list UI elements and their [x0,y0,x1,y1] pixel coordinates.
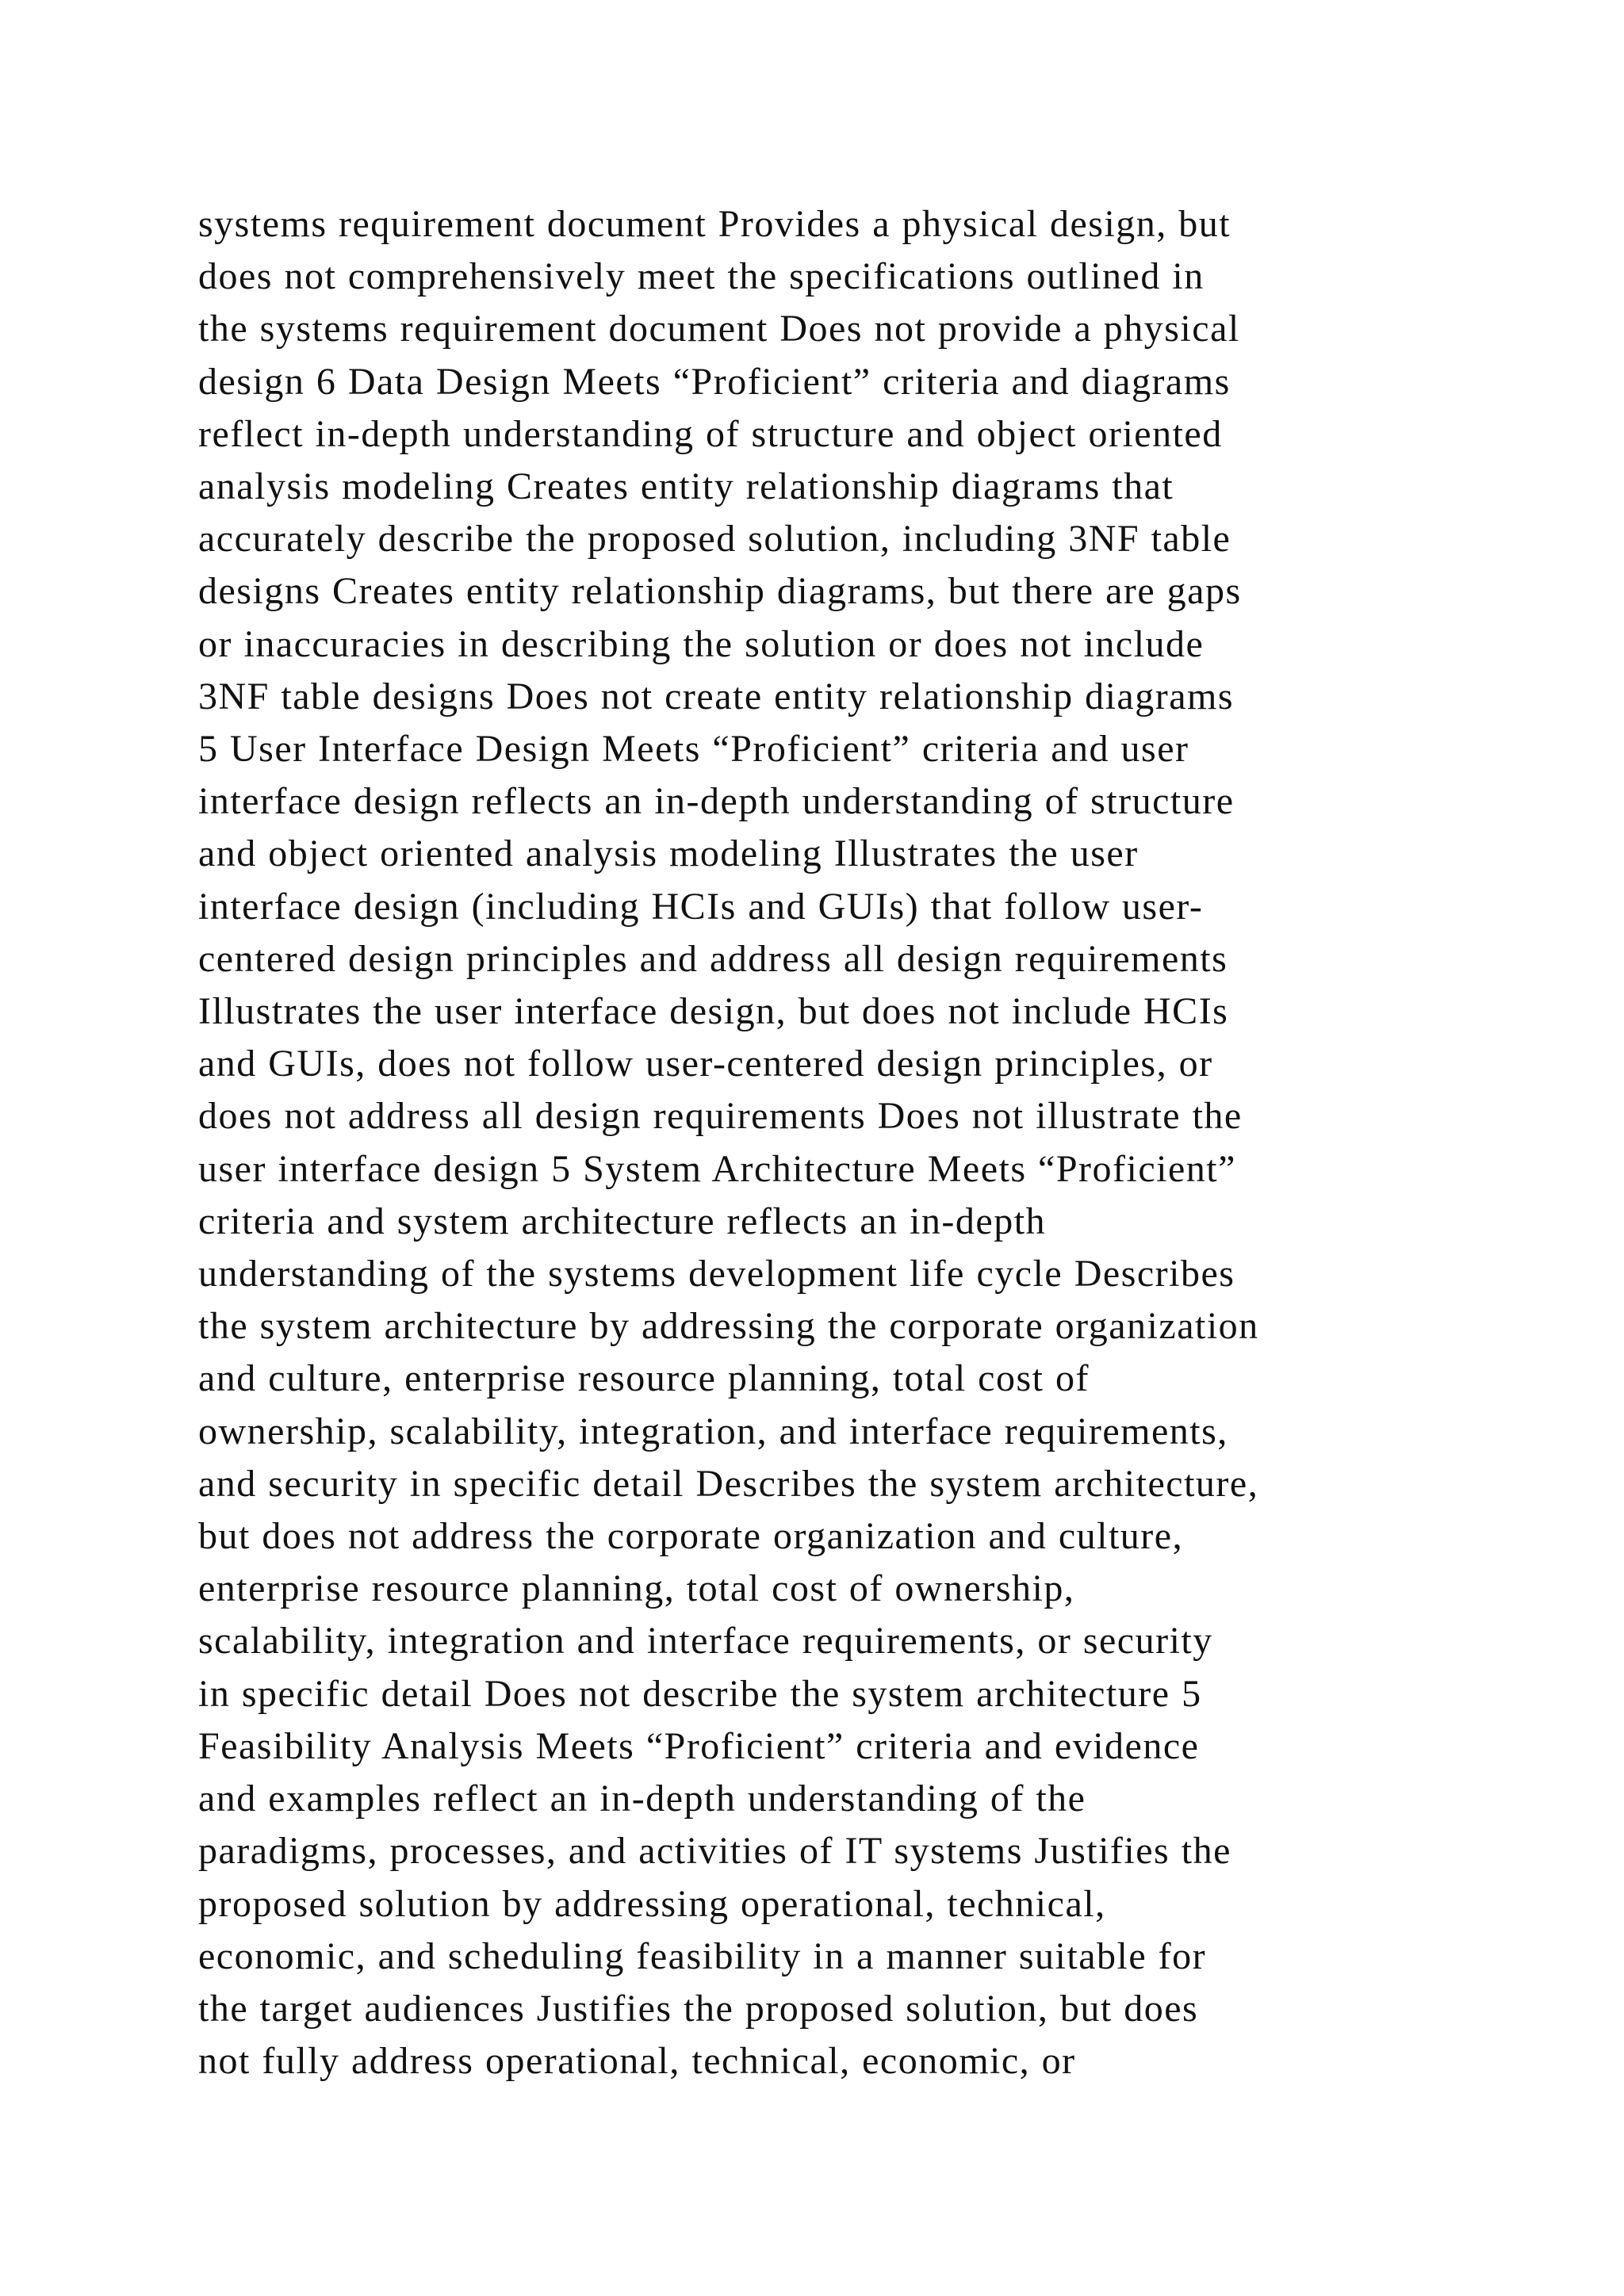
text-line: not fully address operational, technical, economic, or [198,2040,1076,2083]
text-line: analysis modeling Creates entity relationship diagrams that [198,465,1174,508]
text-line: scalability, integration and interface requirements, or security [198,1620,1213,1663]
text-line: 3NF table designs Does not create entity relationship diagrams [198,675,1235,718]
text-line: and security in specific detail Describes the system architecture, [198,1462,1259,1505]
text-line: the systems requirement document Does not provide a physical [198,308,1240,350]
text-line: but does not address the corporate organization and culture, [198,1515,1184,1558]
text-line: reflect in-depth understanding of structure and object oriented [198,412,1223,455]
text-line: and examples reflect an in-depth understanding of the [198,1777,1086,1820]
text-line: understanding of the systems development life cycle Describes [198,1253,1235,1295]
text-line: and culture, enterprise resource planning, total cost of [198,1357,1090,1400]
text-line: paradigms, processes, and activities of IT systems Justifies the [198,1830,1231,1873]
text-line: in specific detail Does not describe the system architecture 5 [198,1672,1202,1715]
text-line: and object oriented analysis modeling Illustrates the user [198,832,1139,875]
text-line: the system architecture by addressing the corporate organization [198,1305,1259,1348]
text-line: ownership, scalability, integration, and interface requirements, [198,1410,1228,1452]
text-line: designs Creates entity relationship diagrams, but there are gaps [198,570,1242,613]
text-line: does not address all design requirements Does not illustrate the [198,1095,1243,1138]
text-line: and GUIs, does not follow user-centered design principles, or [198,1043,1213,1085]
text-line: design 6 Data Design Meets “Proficient” criteria and diagrams [198,360,1231,403]
text-line: enterprise resource planning, total cost of ownership, [198,1567,1075,1610]
text-line: accurately describe the proposed solution, including 3NF table [198,518,1231,561]
text-line: 5 User Interface Design Meets “Proficient” criteria and user [198,728,1189,771]
text-line: Illustrates the user interface design, but does not include HCIs [198,990,1229,1033]
text-line: centered design principles and address all design requirements [198,937,1228,980]
text-line: criteria and system architecture reflects an in-depth [198,1200,1047,1242]
text-line: Feasibility Analysis Meets “Proficient” criteria and evidence [198,1724,1200,1767]
text-line: systems requirement document Provides a physical design, but [198,203,1231,245]
text-line: does not comprehensively meet the specifications outlined in [198,255,1205,298]
text-line: proposed solution by addressing operational, technical, [198,1882,1106,1925]
text-line: or inaccuracies in describing the solution or does not include [198,622,1205,665]
text-line: economic, and scheduling feasibility in a manner suitable for [198,1934,1207,1977]
text-line: interface design (including HCIs and GUIs) that follow user- [198,885,1204,928]
text-line: the target audiences Justifies the proposed solution, but does [198,1987,1199,2030]
body-text [198,198,1530,2087]
text-line: interface design reflects an in-depth understanding of structure [198,780,1235,823]
text-line: user interface design 5 System Architecture Meets “Proficient” [198,1147,1236,1190]
